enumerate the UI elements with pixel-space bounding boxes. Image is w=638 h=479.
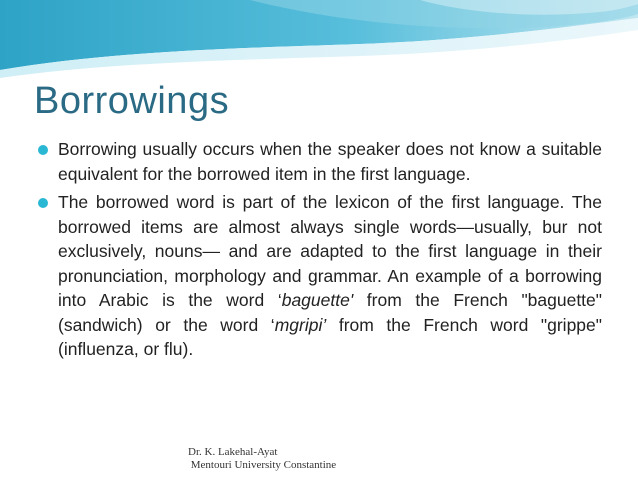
bullet-italic-term: baguette' xyxy=(281,290,354,310)
bullet-dot-icon xyxy=(38,198,48,208)
slide-title: Borrowings xyxy=(34,80,230,122)
bullet-item xyxy=(36,190,602,362)
bullet-dot-icon xyxy=(38,145,48,155)
bullet-item xyxy=(36,137,602,186)
footer-institution: Mentouri University Constantine xyxy=(188,459,337,471)
header-wave-decoration xyxy=(0,0,638,80)
bullet-text-part: from the French "baguette" (sandwich) or the word ‘ xyxy=(58,290,602,335)
footer-credit xyxy=(188,446,336,472)
bullet-text-part: from the French word "grippe" (influenza, or flu). xyxy=(58,314,602,359)
bullet-list xyxy=(36,137,602,366)
bullet-italic-term: mgripi’ xyxy=(274,314,327,335)
bullet-text-part: The borrowed word is part of the lexicon of the first language. The borrowed items are almost always single words—usually, bur not exclusively, nouns— and are adapted to the first language in their pronunciation, morphology and grammar. An example of a borrowing into Arabic is the word ‘ xyxy=(58,192,602,310)
bullet-text xyxy=(58,190,602,362)
bullet-text: Borrowing usually occurs when the speaker does not know a suitable equivalent for the borrowed item in the first language. xyxy=(58,139,602,184)
footer-author: Dr. K. Lakehal-Ayat xyxy=(188,446,278,458)
